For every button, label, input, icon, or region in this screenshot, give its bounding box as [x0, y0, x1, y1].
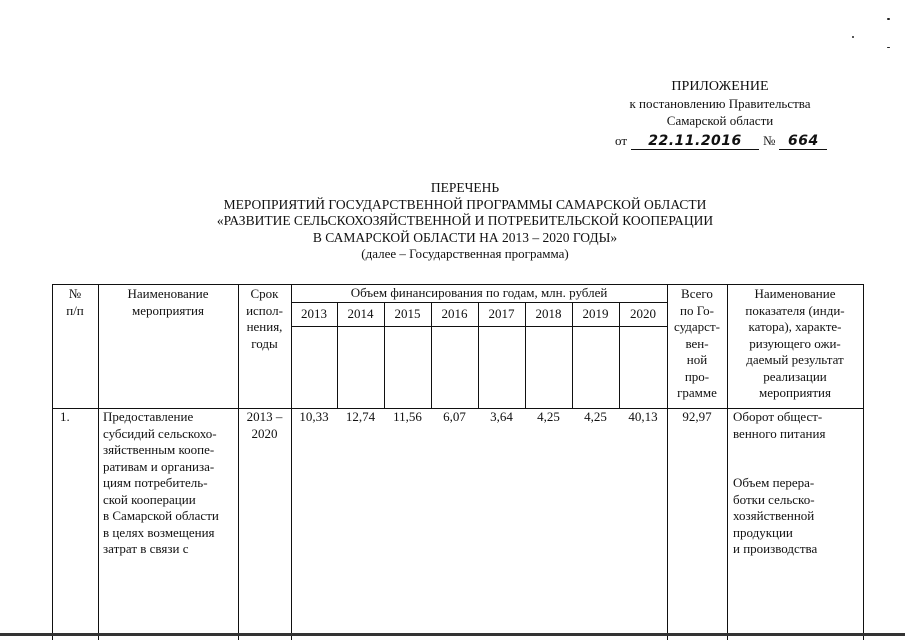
spacer	[733, 442, 861, 459]
header-text: Наименование	[754, 286, 836, 301]
date-prefix: от	[615, 133, 628, 148]
row-text: продукции	[733, 524, 793, 540]
header-text: нения,	[246, 319, 283, 334]
row-value: 11,56	[393, 409, 422, 424]
table-border	[291, 284, 292, 640]
row-value: 10,33	[299, 409, 329, 424]
header-year: 2020	[630, 306, 656, 321]
row-value: 4,25	[537, 409, 560, 424]
table-border	[863, 284, 864, 640]
header-text: ризующего ожи-	[749, 335, 841, 351]
heading-line: МЕРОПРИЯТИЙ ГОСУДАРСТВЕННОЙ ПРОГРАММЫ САМАРСКОЙ ОБЛАСТИ	[223, 196, 707, 212]
row-text: ративам и организа-	[103, 458, 215, 474]
row-total: 92,97	[682, 409, 712, 424]
appendix-title: ПРИЛОЖЕНИЕ	[671, 79, 769, 94]
measures-table	[52, 284, 864, 640]
header-text: испол-	[246, 302, 283, 318]
header-text: реализации	[763, 368, 827, 384]
document-heading	[150, 180, 780, 263]
row-value: 4,25	[584, 409, 607, 424]
header-num	[52, 286, 98, 319]
header-text: даемый результат	[746, 352, 844, 367]
appendix-line: Самарской области	[666, 113, 774, 128]
header-text: грамме	[677, 385, 717, 400]
header-funding: Объем финансирования по годам, млн. рублей	[350, 285, 608, 300]
row-text: Оборот общест-	[733, 409, 823, 424]
header-name	[98, 286, 238, 319]
table-border	[52, 284, 53, 640]
heading-line: ПЕРЕЧЕНЬ	[430, 180, 500, 195]
row-text: циям потребитель-	[103, 475, 208, 490]
row-text: Предоставление	[103, 409, 194, 424]
header-text: ной	[686, 352, 708, 367]
row-text: хозяйственной	[733, 508, 815, 523]
header-text: Всего	[681, 286, 713, 301]
row-text: в целях возмещения	[103, 524, 215, 540]
header-year: 2013	[301, 306, 327, 321]
header-year: 2019	[582, 306, 609, 321]
row-text: затрат в связи с	[103, 541, 189, 556]
scan-speck	[887, 18, 890, 20]
row-term	[238, 409, 291, 442]
row-text: субсидий сельскохо-	[103, 425, 217, 441]
header-year: 2014	[347, 306, 374, 321]
row-text: зяйственным коопе-	[103, 442, 215, 457]
header-term	[238, 286, 291, 352]
row-text: 2020	[251, 425, 278, 441]
appendix-block	[600, 78, 840, 129]
decree-date-number	[615, 133, 827, 150]
header-text: мероприятия	[758, 385, 831, 400]
row-value: 40,13	[628, 409, 658, 424]
heading-line: (далее – Государственная программа)	[361, 246, 569, 261]
header-text: годы	[251, 335, 278, 351]
row-num: 1.	[60, 409, 70, 424]
header-year: 2017	[488, 306, 515, 321]
scan-speck	[887, 47, 890, 48]
header-year: 2015	[394, 306, 421, 321]
handwritten-number: 664	[779, 133, 827, 150]
header-text: Срок	[250, 286, 279, 301]
appendix-line: к постановлению Правительства	[629, 96, 811, 111]
row-value: 12,74	[345, 409, 376, 424]
header-total	[667, 286, 727, 402]
row-name	[103, 409, 237, 558]
row-text: 2013 –	[246, 409, 283, 424]
header-text: Наименование	[127, 286, 209, 301]
row-text: Объем перера-	[733, 475, 815, 490]
scan-speck	[852, 36, 854, 38]
header-text: №	[68, 286, 82, 301]
spacer	[733, 459, 861, 475]
row-text: ботки сельско-	[733, 491, 815, 507]
header-text: по Го-	[680, 302, 714, 318]
table-border	[291, 302, 667, 303]
row-text: ской кооперации	[103, 491, 196, 507]
header-text: про-	[684, 368, 710, 384]
header-year: 2018	[535, 306, 562, 321]
header-text: показателя (инди-	[745, 302, 845, 318]
row-text: в Самарской области	[103, 508, 219, 523]
header-text: п/п	[66, 302, 84, 318]
scan-edge	[0, 633, 905, 636]
table-border	[98, 284, 99, 640]
header-text: вен-	[685, 335, 709, 351]
header-text: сударст-	[674, 319, 720, 334]
row-text: и производства	[733, 541, 818, 556]
row-value: 6,07	[443, 409, 466, 424]
heading-line: «РАЗВИТИЕ СЕЛЬСКОХОЗЯЙСТВЕННОЙ И ПОТРЕБИТЕЛЬСКОЙ КООПЕРАЦИИ	[216, 213, 714, 228]
handwritten-date: 22.11.2016	[631, 133, 759, 150]
header-indicator	[727, 286, 863, 402]
number-sign: №	[763, 133, 776, 148]
row-indicator	[733, 409, 861, 558]
table-border	[291, 326, 667, 327]
header-text: катора), характе-	[748, 319, 842, 334]
header-year: 2016	[441, 306, 468, 321]
row-value: 3,64	[490, 409, 513, 424]
header-text: мероприятия	[131, 302, 204, 318]
row-text: венного питания	[733, 425, 826, 441]
heading-line: В САМАРСКОЙ ОБЛАСТИ НА 2013 – 2020 ГОДЫ»	[312, 229, 618, 245]
